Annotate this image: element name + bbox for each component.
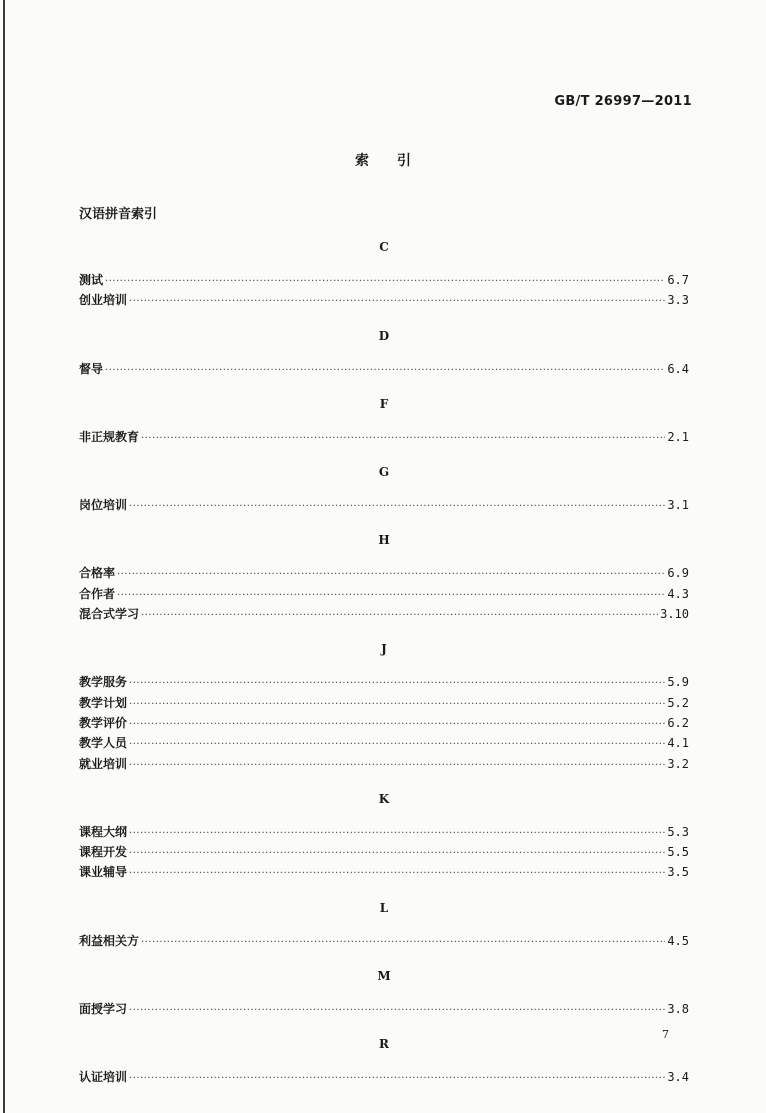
entry-term: 岗位培训	[79, 498, 128, 513]
index-entry	[79, 693, 689, 713]
index-entry	[79, 862, 689, 882]
entry-section-ref: 5.9	[667, 675, 689, 690]
dot-leader	[129, 1001, 665, 1021]
entry-section-ref: 3.3	[667, 293, 689, 308]
entry-section-ref: 3.1	[667, 498, 689, 513]
entry-term: 课程开发	[79, 845, 128, 860]
index-subtitle: 汉语拼音索引	[79, 207, 158, 222]
document-code: GB/T 26997—2011	[554, 94, 692, 109]
group-letter: H	[378, 533, 390, 548]
entry-section-ref: 5.2	[667, 695, 689, 710]
dot-leader	[129, 674, 665, 694]
group-letter: C	[379, 240, 389, 254]
dot-leader	[129, 824, 665, 844]
index-group	[79, 790, 689, 883]
index-entry	[79, 604, 689, 624]
group-letter: D	[378, 328, 390, 343]
dot-leader	[129, 864, 665, 884]
entry-term: 教学计划	[79, 695, 128, 710]
index-entry	[79, 754, 689, 774]
entry-section-ref: 4.5	[667, 933, 689, 948]
entry-term: 教学服务	[79, 675, 128, 690]
index-group	[79, 899, 689, 951]
entry-section-ref: 6.2	[667, 715, 689, 730]
index-group	[79, 327, 689, 379]
entry-section-ref: 3.10	[660, 607, 689, 622]
dot-leader	[117, 565, 665, 585]
entry-section-ref: 6.7	[667, 273, 689, 287]
entry-section-ref: 5.5	[667, 845, 689, 860]
group-letter: G	[378, 465, 390, 480]
index-group	[79, 463, 689, 515]
dot-leader	[129, 844, 665, 864]
entry-term: 合格率	[79, 566, 116, 581]
entry-term: 利益相关方	[79, 933, 140, 948]
index-entry	[79, 270, 689, 290]
group-letter: L	[379, 900, 389, 915]
dot-leader	[129, 695, 665, 715]
index-entry	[79, 822, 689, 842]
entry-section-ref: 6.4	[667, 361, 689, 376]
entry-term: 测试	[79, 273, 104, 287]
index-entry	[79, 733, 689, 753]
group-letter: J	[381, 642, 387, 657]
entry-term: 督导	[79, 361, 104, 376]
entry-term: 就业培训	[79, 756, 128, 771]
group-letter: M	[377, 969, 391, 984]
dot-leader	[129, 756, 665, 776]
entry-section-ref: 3.2	[667, 756, 689, 771]
entry-section-ref: 3.4	[667, 1070, 689, 1085]
entry-section-ref: 3.5	[667, 865, 689, 880]
index-group	[79, 967, 689, 1019]
index-entry	[79, 290, 689, 310]
index-group	[79, 1035, 689, 1087]
dot-leader	[105, 272, 665, 292]
index-group	[79, 531, 689, 624]
dot-leader	[117, 586, 665, 606]
index-entry	[79, 584, 689, 604]
entry-term: 非正规教育	[79, 429, 140, 444]
page-number: 7	[662, 1028, 669, 1041]
entry-term: 教学评价	[79, 715, 128, 730]
entry-section-ref: 4.3	[667, 586, 689, 601]
dot-leader	[141, 606, 658, 626]
entry-section-ref: 3.8	[667, 1002, 689, 1017]
index-entry	[79, 842, 689, 862]
index-entry	[79, 563, 689, 583]
group-letter: K	[378, 791, 390, 806]
entry-term: 创业培训	[79, 293, 128, 308]
group-letter: F	[379, 396, 389, 411]
index-group	[79, 395, 689, 447]
entry-section-ref: 6.9	[667, 566, 689, 581]
dot-leader	[141, 429, 665, 449]
index-group	[79, 238, 689, 311]
dot-leader	[129, 735, 665, 755]
index-entry	[79, 672, 689, 692]
index-entry	[79, 931, 689, 951]
page-title: 索引	[355, 153, 439, 169]
entry-term: 合作者	[79, 586, 116, 601]
index-entry	[79, 359, 689, 379]
entry-term: 认证培训	[79, 1070, 128, 1085]
entry-term: 课程大纲	[79, 824, 128, 839]
index-group	[79, 640, 689, 773]
entry-section-ref: 2.1	[667, 429, 689, 444]
index-list	[79, 238, 689, 1104]
index-entry	[79, 713, 689, 733]
dot-leader	[105, 361, 665, 381]
entry-section-ref: 4.1	[667, 736, 689, 751]
index-entry	[79, 999, 689, 1019]
entry-term: 混合式学习	[79, 607, 140, 622]
group-letter: R	[379, 1037, 389, 1052]
dot-leader	[129, 292, 665, 312]
dot-leader	[129, 497, 665, 517]
entry-term: 教学人员	[79, 736, 128, 751]
entry-term: 课业辅导	[79, 865, 128, 880]
dot-leader	[129, 1069, 665, 1089]
index-entry	[79, 427, 689, 447]
dot-leader	[141, 933, 665, 953]
dot-leader	[129, 715, 665, 735]
index-entry	[79, 495, 689, 515]
entry-term: 面授学习	[79, 1002, 128, 1017]
entry-section-ref: 5.3	[667, 824, 689, 839]
index-entry	[79, 1067, 689, 1087]
